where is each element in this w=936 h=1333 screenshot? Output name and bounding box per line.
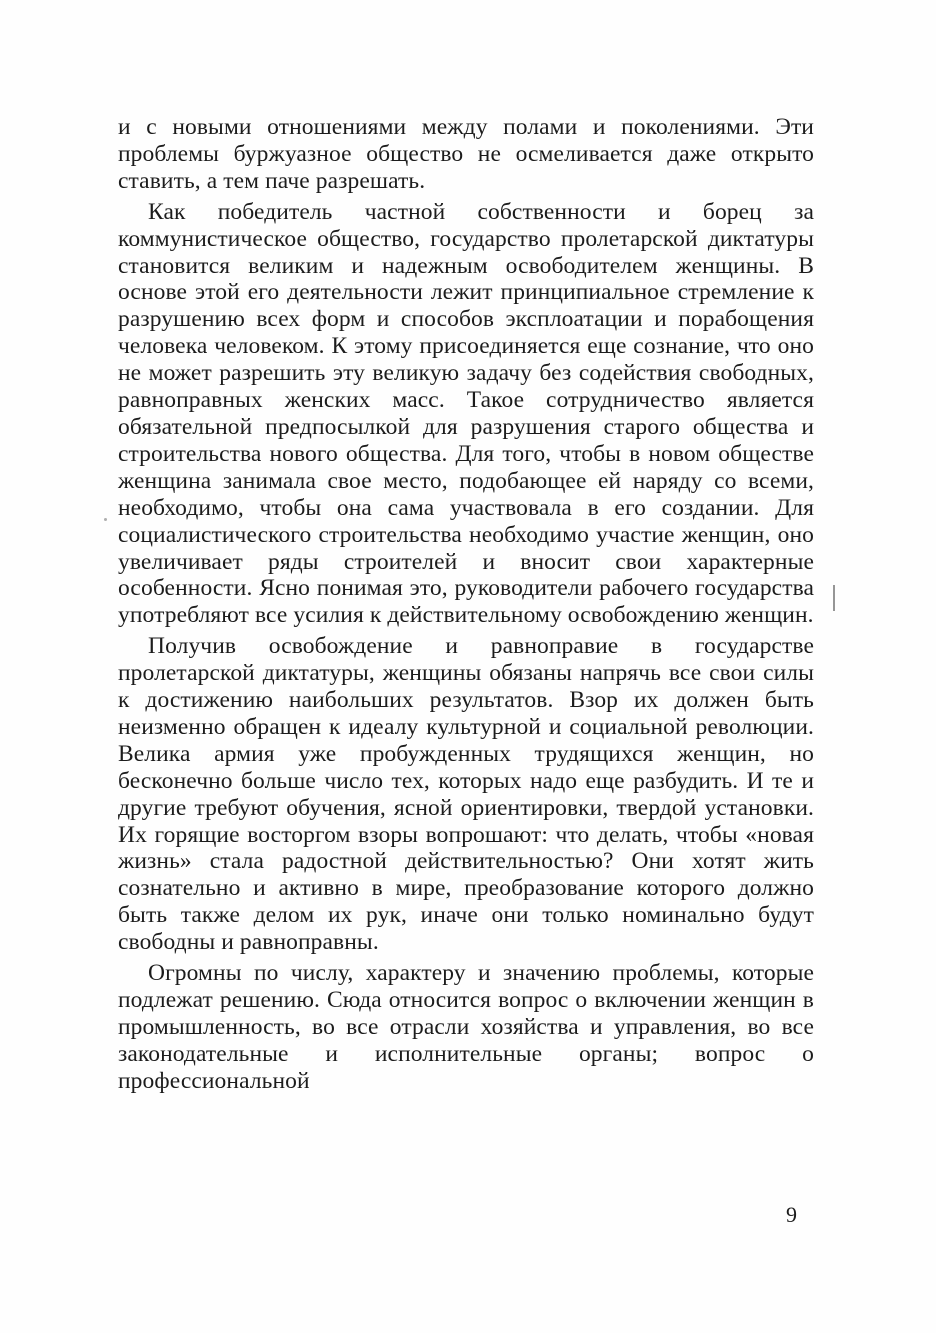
- paragraph-women-duty: Получив освобождение и равноправие в государстве пролетарской диктатуры, женщины обязаны напрячь все свои силы к достижению наибольших результатов. Взор их должен быть неизменно обращен к идеалу культурной и социальной революции. Велика армия уже пробужденных трудящихся женщин, но бесконечно больше число тех, которых надо еще разбудить. И те и другие требуют обучения, ясной ориентировки, твердой установки. Их горящие восторгом взоры вопрошают: что делать, чтобы «новая жизнь» стала радостной действительностью? Они хотят жить сознательно и активно в мире, преобразование которого должно быть также делом их рук, иначе они только номинально будут свободны и равноправны.: [118, 633, 814, 956]
- page-number: 9: [786, 1202, 797, 1227]
- page-body-text: [118, 114, 814, 1095]
- margin-mark: [833, 585, 835, 611]
- paragraph-problems: Огромны по числу, характеру и значению проблемы, которые подлежат решению. Сюда относится вопрос о включении женщин в промышленность, во все отрасли хозяйства и управления, во все законодательные и исполнительные органы; вопрос о профессиональной: [118, 960, 814, 1094]
- paragraph-state-liberator: Как победитель частной собственности и борец за коммунистическое общество, государство пролетарской диктатуры становится великим и надежным освободителем женщины. В основе этой его деятельности лежит принципиальное стремление к разрушению всех форм и способов эксплоатации и порабощения человека человеком. К этому присоединяется еще сознание, что оно не может разрешить эту великую задачу без содействия свободных, равноправных женских масс. Такое сотрудничество является обязательной предпосылкой для разрушения старого общества и строительства нового общества. Для того, чтобы в новом обществе женщина занимала свое место, подобающее ей наряду со всеми, необходимо, чтобы она сама участвовала в его создании. Для социалистического строительства необходимо участие женщин, оно увеличивает ряды строителей и вносит свои характерные особенности. Ясно понимая это, руководители рабочего государства употребляют все усилия к действительному освобождению женщин.: [118, 198, 814, 629]
- paragraph-continuation: и с новыми отношениями между полами и поколениями. Эти проблемы буржуазное общество не осмеливается даже открыто ставить, а тем паче разрешать.: [118, 114, 814, 194]
- margin-speck: [104, 518, 107, 521]
